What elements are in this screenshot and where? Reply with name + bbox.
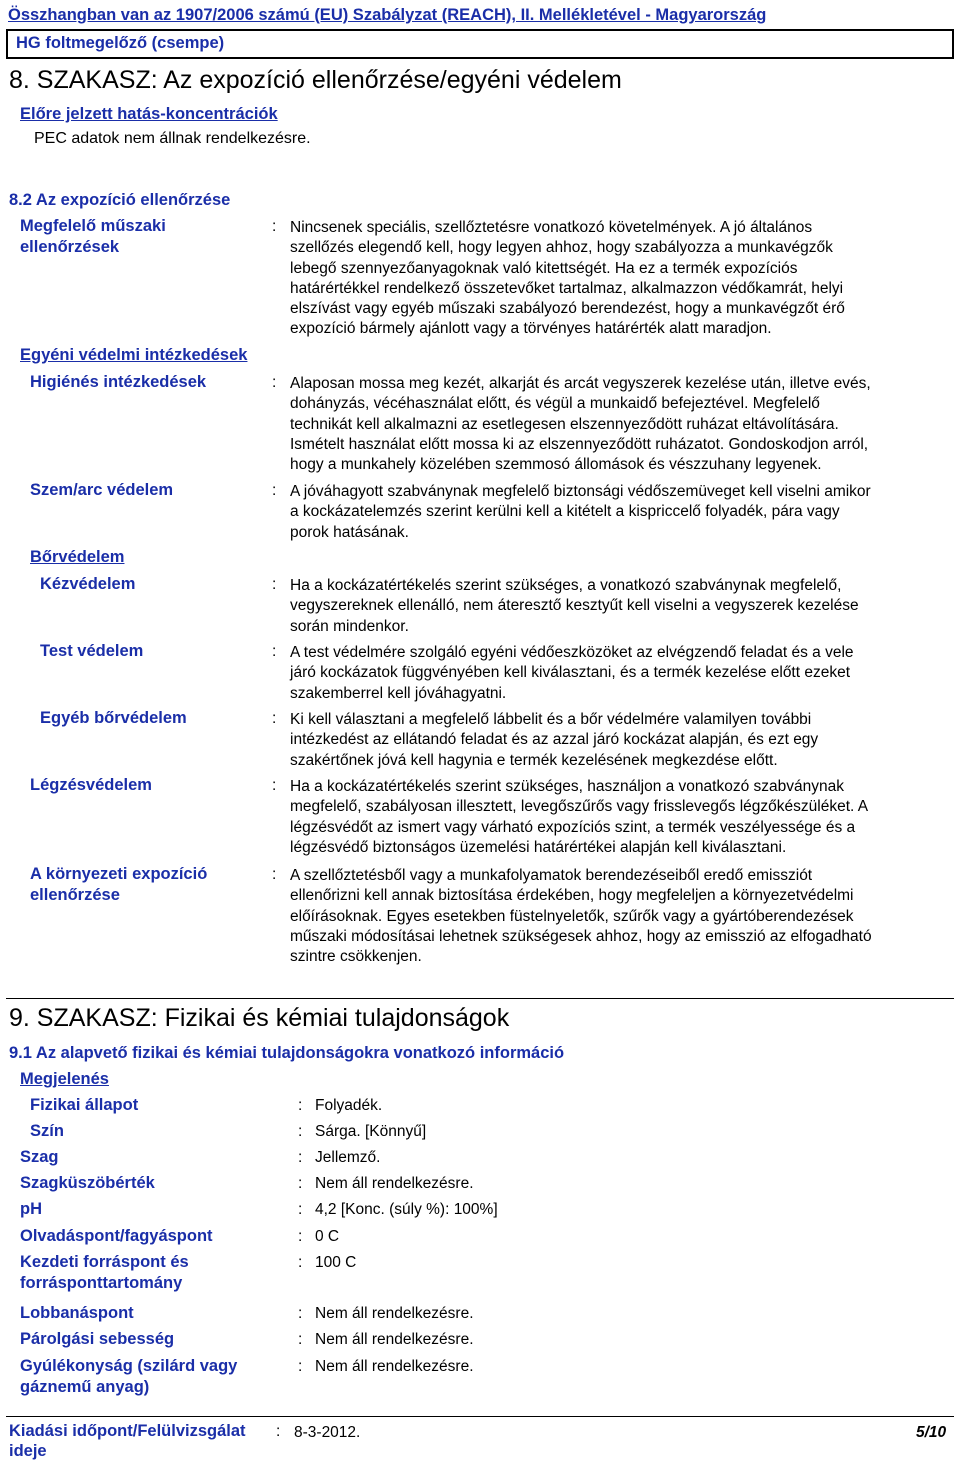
other-skin-protection-label: Egyéb bőrvédelem: [40, 709, 187, 727]
colon: :: [298, 1201, 303, 1218]
eye-protection-text: A jóváhagyott szabványnak megfelelő biztonsági védőszemüveget kell viselni amikor a kockázatelemzés szerint kerülni kell a kitételt a kispriccelő folyadék, pára vagy porok hatásának.: [290, 483, 871, 541]
prop-flash-point-value: Nem áll rendelkezésre.: [315, 1305, 474, 1322]
engineering-controls-label: Megfelelő műszaki ellenőrzések: [20, 217, 166, 256]
colon: :: [272, 374, 277, 391]
prop-melting-point-value: 0 C: [315, 1228, 340, 1245]
colon: :: [298, 1123, 303, 1140]
colon: :: [272, 576, 277, 593]
prop-physical-state-value: Folyadék.: [315, 1097, 383, 1114]
prop-flammability-label: Gyúlékonyság (szilárd vagy gáznemű anyag): [20, 1357, 238, 1396]
colon: :: [276, 1423, 281, 1440]
hygiene-text: Alaposan mossa meg kezét, alkarját és arcát vegyszerek kezelése után, illetve evés, dohányzás, vécéhasználat előtt, és végül a munkaidő befejeztével. Megfelelő technikát kell alkalmazni az esetlegesen elszennyeződött ruházat eltávolítására. Ismételt használat előtt mossa ki az elszennyeződött ruházatot. Gondoskodjon arról, hogy a munkahely közelében szemmosó állomások és vészzuhany legyenek.: [290, 375, 871, 474]
section-9-title: 9. SZAKASZ: Fizikai és kémiai tulajdonságok: [9, 1004, 510, 1032]
prop-ph-value: 4,2 [Konc. (súly %): 100%]: [315, 1201, 498, 1218]
prop-flammability-value: Nem áll rendelkezésre.: [315, 1358, 474, 1375]
environmental-exposure-label: A környezeti expozíció ellenőrzése: [30, 865, 208, 904]
prop-evaporation-rate-value: Nem áll rendelkezésre.: [315, 1331, 474, 1348]
prop-ph-label: pH: [20, 1200, 42, 1218]
prop-odor-value: Jellemző.: [315, 1149, 381, 1166]
issue-date-value: 8-3-2012.: [294, 1424, 361, 1441]
appearance-heading: Megjelenés: [20, 1070, 109, 1088]
colon: :: [298, 1358, 303, 1375]
product-name-box: [6, 29, 954, 59]
prop-evaporation-rate-label: Párolgási sebesség: [20, 1330, 175, 1348]
colon: :: [272, 482, 277, 499]
eye-protection-label: Szem/arc védelem: [30, 481, 174, 499]
hand-protection-text: Ha a kockázatértékelés szerint szükséges, a vonatkozó szabványnak megfelelő, vegyszereknek ellenálló, nem áteresztő kesztyűt kell viselni a vegyszerek kezelése során mindenkor.: [290, 577, 859, 635]
subsection-9-1: 9.1 Az alapvető fizikai és kémiai tulajdonságokra vonatkozó információ: [9, 1044, 565, 1062]
colon: :: [272, 218, 277, 235]
respiratory-protection-label: Légzésvédelem: [30, 776, 152, 794]
colon: :: [298, 1331, 303, 1348]
colon: :: [272, 866, 277, 883]
body-protection-label: Test védelem: [40, 642, 144, 660]
footer: [6, 1416, 954, 1466]
colon: :: [272, 777, 277, 794]
prop-boiling-point-value: 100 C: [315, 1254, 357, 1271]
prop-boiling-point-label: Kezdeti forráspont és forrásponttartomány: [20, 1253, 189, 1292]
ppe-heading: Egyéni védelmi intézkedések: [20, 346, 248, 364]
prop-odor-threshold-label: Szagküszöbérték: [20, 1174, 155, 1192]
section-divider: [6, 998, 954, 999]
colon: :: [298, 1254, 303, 1271]
hygiene-label: Higiénés intézkedések: [30, 373, 207, 391]
prop-odor-threshold-value: Nem áll rendelkezésre.: [315, 1175, 474, 1192]
colon: :: [298, 1175, 303, 1192]
respiratory-protection-text: Ha a kockázatértékelés szerint szükséges, használjon a vonatkozó szabványnak megfelelő, szabályosan illesztett, levegőszűrős vagy frisslevegős légzőkészüléket. A légzésvédőt az ismert vagy várható expozíciós szint, a termék veszélyessége és a légzésvédő biztonságos üzemelési határértékei alapján kell kiválasztani.: [290, 778, 869, 856]
prop-color-value: Sárga. [Könnyű]: [315, 1123, 427, 1140]
skin-protection-heading: Bőrvédelem: [30, 548, 125, 566]
other-skin-protection-text: Ki kell választani a megfelelő lábbelit és a bőr védelmére valamilyen további intézkedést az ellátandó feladat és az azzal járó kockázat alapján, és ezt egy szakértőnek jóvá kell hagynia e termék kezelésének megkezdése előtt.: [290, 711, 819, 769]
product-name: HG foltmegelőző (csempe): [16, 34, 225, 52]
colon: :: [298, 1149, 303, 1166]
colon: :: [298, 1097, 303, 1114]
prop-odor-label: Szag: [20, 1148, 59, 1166]
subsection-8-2: 8.2 Az expozíció ellenőrzése: [9, 191, 231, 209]
regulation-header: Összhangban van az 1907/2006 számú (EU) Szabályzat (REACH), II. Mellékletével - Magyarország: [8, 6, 767, 24]
prop-color-label: Szín: [30, 1122, 64, 1140]
page-number: 5/10: [916, 1424, 947, 1441]
pec-heading: Előre jelzett hatás-koncentrációk: [20, 105, 278, 123]
colon: :: [298, 1228, 303, 1245]
hand-protection-label: Kézvédelem: [40, 575, 136, 593]
issue-date-label: Kiadási időpont/Felülvizsgálat ideje: [9, 1422, 246, 1460]
colon: :: [272, 710, 277, 727]
section-8-title: 8. SZAKASZ: Az expozíció ellenőrzése/egyéni védelem: [9, 66, 622, 94]
prop-flash-point-label: Lobbanáspont: [20, 1304, 134, 1322]
body-protection-text: A test védelmére szolgáló egyéni védőeszközöket az elvégzendő feladat és a vele járó kockázatok függvényében kell kiválasztani, és a termék kezelése előtt ezeket szakemberrel kell jóváhagyatni.: [290, 644, 854, 702]
colon: :: [272, 643, 277, 660]
prop-physical-state-label: Fizikai állapot: [30, 1096, 139, 1114]
pec-text: PEC adatok nem állnak rendelkezésre.: [34, 130, 311, 147]
engineering-controls-text: Nincsenek speciális, szellőztetésre vonatkozó követelmények. A jó általános szellőzés elegendő kell, hogy legyen ahhoz, hogy szabályozza a munkavégzők lebegő szennyezőanyagoknak való kitettségét. Ha ez a termék expozíciós határértékkel rendelkező összetevőket tartalmaz, alkalmazzon védőkamrát, helyi elszívást vagy egyéb műszaki szabályozó berendezést, hogy a munkavégzőt érő expozíció bármely ajánlott vagy a törvényes határérték alatt maradjon.: [290, 219, 845, 338]
environmental-exposure-text: A szellőztetésből vagy a munkafolyamatok berendezéseiből eredő emissziót ellenőrizni kell annak biztosítása érdekében, hogy megfeleljen a környezetvédelmi előírásoknak. Egyes esetekben füstelnyeletők, szűrők vagy a gyártóberendezések műszaki módosításai lehetnek szükségesek ahhoz, hogy az emisszió az elfogadható szintre csökkenjen.: [290, 867, 872, 966]
colon: :: [298, 1305, 303, 1322]
prop-melting-point-label: Olvadáspont/fagyáspont: [20, 1227, 213, 1245]
